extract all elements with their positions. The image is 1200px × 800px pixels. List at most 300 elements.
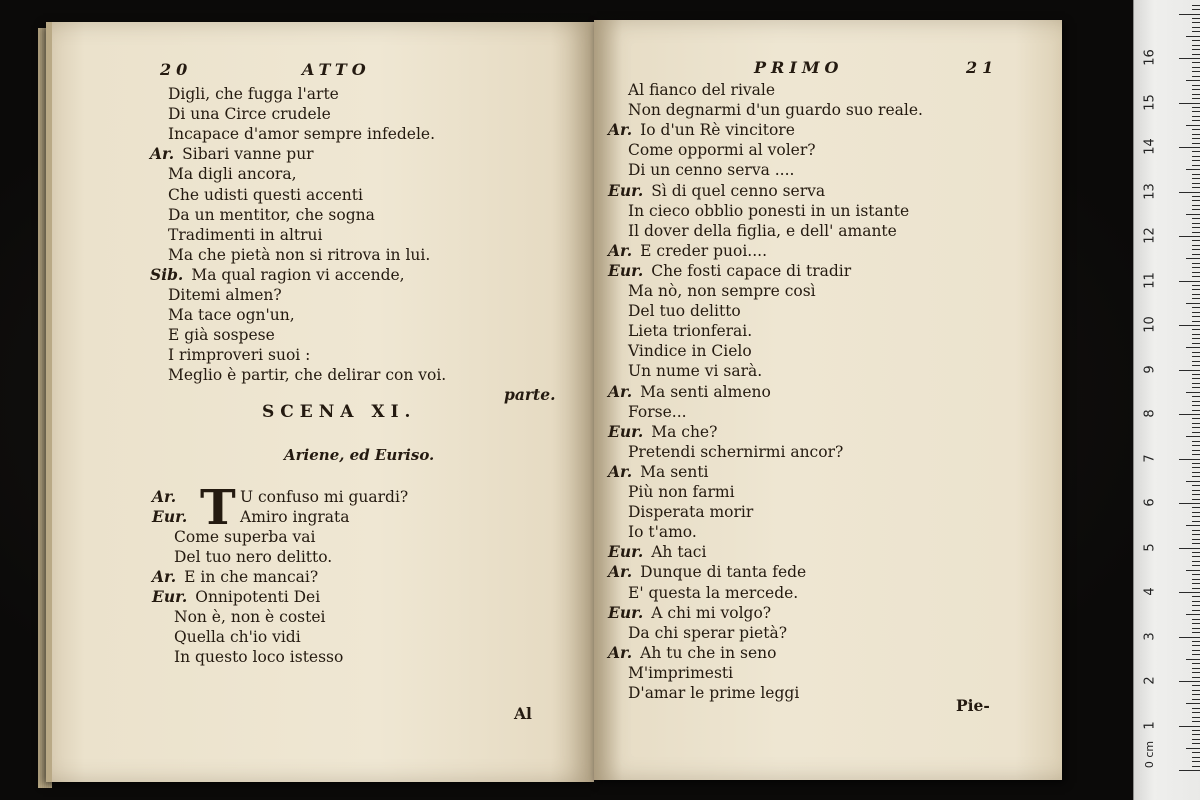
verse-line xyxy=(608,241,767,261)
verse-line xyxy=(628,663,733,683)
verse-line xyxy=(150,265,405,285)
ruler-tick xyxy=(1192,31,1200,32)
verse-line xyxy=(628,482,735,502)
verse-text: Ma tace ogn'un, xyxy=(168,306,295,325)
verse-text: Tradimenti in altrui xyxy=(168,225,323,244)
verse-line xyxy=(168,285,282,305)
verse-line xyxy=(168,124,435,144)
verse-line xyxy=(628,442,843,462)
verse-text: Io d'un Rè vincitore xyxy=(640,121,795,140)
verse-text: Vindice in Cielo xyxy=(628,342,752,361)
ruler-tick xyxy=(1192,494,1200,495)
speaker-label: Eur. xyxy=(608,180,644,200)
ruler-tick xyxy=(1192,685,1200,686)
ruler-tick xyxy=(1192,463,1200,464)
speaker-label: Eur. xyxy=(608,542,644,562)
verse-text: Ah taci xyxy=(651,543,707,562)
ruler-tick xyxy=(1192,245,1200,246)
ruler-tick xyxy=(1192,9,1200,10)
ruler-number: 3 xyxy=(1142,631,1158,641)
ruler-tick xyxy=(1192,218,1200,219)
ruler-tick xyxy=(1192,387,1200,388)
left-running-head: ATTO xyxy=(302,60,371,79)
verse-text: Sì di quel cenno serva xyxy=(651,181,826,200)
verse-line xyxy=(168,325,275,345)
ruler-tick xyxy=(1192,143,1200,144)
ruler-tick xyxy=(1192,71,1200,72)
verse-line xyxy=(628,80,775,100)
right-catchword: Pie- xyxy=(956,696,990,715)
ruler-tick xyxy=(1192,677,1200,678)
ruler-tick xyxy=(1192,579,1200,580)
ruler-tick xyxy=(1192,401,1200,402)
ruler-tick xyxy=(1186,703,1200,704)
ruler-tick xyxy=(1192,160,1200,161)
ruler-tick xyxy=(1192,116,1200,117)
ruler-tick xyxy=(1179,370,1200,371)
verse-text: Più non farmi xyxy=(628,483,735,501)
verse-text: Da chi sperar pietà? xyxy=(628,623,788,642)
ruler-tick xyxy=(1192,476,1200,477)
verse-text: Il dover della figlia, e dell' amante xyxy=(628,221,897,240)
ruler-tick xyxy=(1192,739,1200,740)
left-page-number: 20 xyxy=(160,60,193,79)
verse-line xyxy=(628,321,752,341)
verse-line xyxy=(628,221,897,241)
verse-text: Da un mentitor, che sogna xyxy=(168,205,375,224)
ruler-tick xyxy=(1192,205,1200,206)
ruler-tick xyxy=(1179,770,1200,771)
ruler-number: 8 xyxy=(1142,409,1158,418)
ruler-tick xyxy=(1192,410,1200,411)
scene-verse-line xyxy=(152,487,408,507)
scene-verse-line xyxy=(152,507,350,527)
verse-line xyxy=(628,361,762,381)
ruler-tick xyxy=(1179,548,1200,549)
verse-line xyxy=(168,345,310,365)
verse-line xyxy=(628,683,799,703)
verse-line xyxy=(628,623,787,643)
ruler-tick xyxy=(1192,552,1200,553)
ruler-tick xyxy=(1192,40,1200,41)
ruler-tick xyxy=(1192,712,1200,713)
ruler-tick xyxy=(1186,36,1200,37)
verse-line xyxy=(168,104,331,124)
right-page xyxy=(594,20,1062,780)
verse-text: Digli, che fugga l'arte xyxy=(168,85,339,103)
scene-verse-line xyxy=(152,587,320,607)
ruler-tick xyxy=(1192,307,1200,308)
ruler-tick xyxy=(1192,343,1200,344)
ruler-tick xyxy=(1192,588,1200,589)
ruler-tick xyxy=(1186,525,1200,526)
ruler-tick xyxy=(1192,734,1200,735)
ruler-tick xyxy=(1192,761,1200,762)
verse-text: Lieta trionferai. xyxy=(628,322,753,341)
ruler-tick xyxy=(1192,183,1200,184)
ruler-tick xyxy=(1192,120,1200,121)
verse-text: Al fianco del rivale xyxy=(628,81,776,99)
verse-line xyxy=(608,643,777,663)
ruler-tick xyxy=(1192,454,1200,455)
ruler-tick xyxy=(1192,298,1200,299)
ruler-tick xyxy=(1192,619,1200,620)
verse-text: Incapace d'amor sempre infedele. xyxy=(168,125,436,144)
verse-text: D'amar le prime leggi xyxy=(628,684,800,702)
verse-text: In questo loco istesso xyxy=(174,648,344,666)
speaker-label: Ar. xyxy=(608,642,633,662)
scene-persons: Ariene, ed Euriso. xyxy=(284,446,435,464)
speaker-label: Ar. xyxy=(608,562,633,582)
verse-line xyxy=(608,120,795,140)
ruler-tick xyxy=(1192,267,1200,268)
ruler-tick xyxy=(1192,329,1200,330)
verse-line xyxy=(628,502,753,522)
ruler-tick xyxy=(1192,645,1200,646)
ruler-tick xyxy=(1192,18,1200,19)
verse-text: Meglio è partir, che delirar con voi. xyxy=(168,366,447,385)
ruler-tick xyxy=(1192,334,1200,335)
ruler-tick xyxy=(1192,272,1200,273)
verse-text: A chi mi volgo? xyxy=(651,603,772,622)
ruler-tick xyxy=(1192,730,1200,731)
ruler-tick xyxy=(1192,134,1200,135)
verse-text: I rimproveri suoi : xyxy=(168,346,311,365)
ruler-tick xyxy=(1192,94,1200,95)
ruler-tick xyxy=(1192,654,1200,655)
ruler-tick xyxy=(1192,467,1200,468)
verse-line xyxy=(168,185,363,205)
ruler-tick xyxy=(1179,236,1200,237)
verse-text: E' questa la mercede. xyxy=(628,583,799,602)
ruler-tick xyxy=(1179,58,1200,59)
ruler-tick xyxy=(1192,512,1200,513)
ruler-tick xyxy=(1192,374,1200,375)
ruler-tick xyxy=(1192,561,1200,562)
ruler-tick xyxy=(1192,352,1200,353)
verse-text: Del tuo nero delitto. xyxy=(174,548,333,566)
ruler-number: 5 xyxy=(1142,542,1158,552)
ruler-tick xyxy=(1192,187,1200,188)
verse-text: Pretendi schernirmi ancor? xyxy=(628,442,844,461)
ruler-tick xyxy=(1179,637,1200,638)
ruler-tick xyxy=(1192,543,1200,544)
ruler-tick xyxy=(1192,699,1200,700)
ruler-tick xyxy=(1192,708,1200,709)
verse-text: Ma senti almeno xyxy=(640,382,771,401)
ruler-number: 10 xyxy=(1142,316,1158,333)
verse-line xyxy=(628,201,909,221)
ruler-tick xyxy=(1192,383,1200,384)
ruler-tick xyxy=(1192,49,1200,50)
ruler-tick xyxy=(1192,321,1200,322)
ruler-number: 7 xyxy=(1142,453,1158,463)
ruler-tick xyxy=(1192,521,1200,522)
ruler-tick xyxy=(1192,22,1200,23)
verse-text: Ma digli ancora, xyxy=(168,165,297,184)
verse-line xyxy=(628,402,687,422)
ruler-number: 4 xyxy=(1142,587,1158,596)
verse-text: Io t'amo. xyxy=(628,523,697,542)
ruler-tick xyxy=(1192,507,1200,508)
ruler-tick xyxy=(1192,312,1200,313)
verse-text: Di un cenno serva .... xyxy=(628,161,795,180)
verse-line xyxy=(168,245,430,265)
ruler-tick xyxy=(1192,196,1200,197)
ruler-tick xyxy=(1179,147,1200,148)
ruler-tick xyxy=(1192,240,1200,241)
verse-line xyxy=(628,341,752,361)
ruler-tick xyxy=(1192,690,1200,691)
ruler-tick xyxy=(1186,748,1200,749)
speaker-label: Eur. xyxy=(608,421,644,441)
ruler-tick xyxy=(1192,405,1200,406)
verse-text: E creder puoi.... xyxy=(640,241,768,260)
ruler-tick xyxy=(1192,641,1200,642)
verse-text: Di una Circe crudele xyxy=(168,105,331,124)
ruler-tick xyxy=(1192,574,1200,575)
ruler-tick xyxy=(1186,125,1200,126)
verse-text: Ma nò, non sempre così xyxy=(628,282,816,300)
verse-text: Ah tu che in seno xyxy=(640,643,777,662)
verse-text: Forse... xyxy=(628,402,687,421)
ruler-tick xyxy=(1192,263,1200,264)
speaker-label: Ar. xyxy=(608,381,633,401)
ruler-tick xyxy=(1192,89,1200,90)
exit-direction: parte. xyxy=(504,385,556,404)
ruler-tick xyxy=(1192,530,1200,531)
verse-line xyxy=(628,301,741,321)
ruler-tick xyxy=(1192,254,1200,255)
scene-title: SCENA XI. xyxy=(262,402,417,422)
verse-line xyxy=(168,164,297,184)
ruler-tick xyxy=(1179,192,1200,193)
verse-text: Che fosti capace di tradir xyxy=(651,261,852,280)
measuring-ruler xyxy=(1133,0,1200,800)
ruler-tick xyxy=(1192,757,1200,758)
ruler-tick xyxy=(1192,632,1200,633)
ruler-tick xyxy=(1192,209,1200,210)
ruler-tick xyxy=(1179,592,1200,593)
open-book xyxy=(38,18,1068,788)
ruler-tick xyxy=(1186,659,1200,660)
ruler-tick xyxy=(1192,165,1200,166)
ruler-tick xyxy=(1192,432,1200,433)
ruler-tick xyxy=(1192,200,1200,201)
ruler-unit-label: 0 cm xyxy=(1143,740,1157,769)
ruler-tick xyxy=(1192,361,1200,362)
verse-line xyxy=(628,100,923,120)
ruler-tick xyxy=(1192,5,1200,6)
ruler-tick xyxy=(1192,499,1200,500)
verse-line xyxy=(608,462,709,482)
ruler-number: 6 xyxy=(1142,498,1158,507)
ruler-number: 16 xyxy=(1142,49,1158,66)
verse-text: Sibari vanne pur xyxy=(182,145,314,164)
verse-text: Ma che pietà non si ritrova in lui. xyxy=(168,245,431,264)
ruler-tick xyxy=(1192,356,1200,357)
verse-text: U confuso mi guardi? xyxy=(240,488,409,506)
verse-text: Ditemi almen? xyxy=(168,286,282,304)
verse-text: Dunque di tanta fede xyxy=(640,563,807,582)
speaker-label: Eur. xyxy=(152,587,188,606)
ruler-tick xyxy=(1192,27,1200,28)
verse-line xyxy=(608,181,825,201)
ruler-tick xyxy=(1179,281,1200,282)
ruler-tick xyxy=(1192,423,1200,424)
ruler-tick xyxy=(1192,378,1200,379)
verse-line xyxy=(168,305,295,325)
verse-line xyxy=(608,382,771,402)
speaker-label: Eur. xyxy=(152,507,188,526)
verse-line xyxy=(608,261,851,281)
ruler-tick xyxy=(1192,605,1200,606)
verse-text: Ma che? xyxy=(651,422,718,441)
left-catchword: Al xyxy=(514,704,532,723)
ruler-number: 2 xyxy=(1142,676,1158,685)
verse-text: Disperata morir xyxy=(628,503,754,522)
verse-text: Ma qual ragion vi accende, xyxy=(191,265,405,284)
ruler-tick xyxy=(1192,445,1200,446)
speaker-label: Ar. xyxy=(608,120,633,140)
right-page-number: 21 xyxy=(966,58,999,77)
ruler-tick xyxy=(1192,54,1200,55)
ruler-tick xyxy=(1192,766,1200,767)
ruler-tick xyxy=(1192,752,1200,753)
ruler-tick xyxy=(1192,76,1200,77)
ruler-tick xyxy=(1192,249,1200,250)
ruler-tick xyxy=(1192,232,1200,233)
verse-line xyxy=(608,422,717,442)
ruler-number: 15 xyxy=(1142,93,1158,111)
ruler-tick xyxy=(1192,694,1200,695)
verse-line xyxy=(168,225,322,245)
scene-verse-line xyxy=(174,527,315,547)
ruler-tick xyxy=(1192,717,1200,718)
verse-text: Un nume vi sarà. xyxy=(628,362,763,381)
ruler-tick xyxy=(1179,14,1200,15)
ruler-tick xyxy=(1186,169,1200,170)
scene-verse-line xyxy=(174,647,343,667)
ruler-tick xyxy=(1192,111,1200,112)
verse-line xyxy=(628,160,794,180)
verse-text: Come superba vai xyxy=(174,528,316,546)
ruler-tick xyxy=(1192,490,1200,491)
verse-line xyxy=(628,140,816,160)
ruler-number: 13 xyxy=(1142,182,1158,200)
ruler-tick xyxy=(1192,67,1200,68)
ruler-tick xyxy=(1186,481,1200,482)
ruler-tick xyxy=(1179,325,1200,326)
ruler-tick xyxy=(1192,472,1200,473)
ruler-tick xyxy=(1186,570,1200,571)
ruler-tick xyxy=(1192,294,1200,295)
verse-line xyxy=(168,205,375,225)
ruler-tick xyxy=(1192,743,1200,744)
ruler-tick xyxy=(1186,303,1200,304)
ruler-tick xyxy=(1192,151,1200,152)
verse-text: Amiro ingrata xyxy=(240,508,350,526)
ruler-tick xyxy=(1192,663,1200,664)
verse-line xyxy=(628,281,816,301)
ruler-tick xyxy=(1192,565,1200,566)
ruler-tick xyxy=(1192,227,1200,228)
verse-line xyxy=(608,562,806,582)
scene-verse-line xyxy=(174,607,325,627)
ruler-tick xyxy=(1192,85,1200,86)
verse-text: Ma senti xyxy=(640,462,709,481)
ruler-tick xyxy=(1192,427,1200,428)
ruler-number: 14 xyxy=(1142,138,1158,155)
speaker-label: Ar. xyxy=(608,461,633,481)
ruler-tick xyxy=(1192,174,1200,175)
speaker-label: Ar. xyxy=(152,567,177,586)
ruler-number: 1 xyxy=(1142,720,1158,730)
ruler-tick xyxy=(1186,80,1200,81)
ruler-tick xyxy=(1192,539,1200,540)
verse-text: Non è, non è costei xyxy=(174,608,326,626)
verse-text: Non degnarmi d'un guardo suo reale. xyxy=(628,101,923,120)
verse-text: In cieco obblio ponesti in un istante xyxy=(628,201,910,220)
ruler-tick xyxy=(1192,672,1200,673)
verse-text: M'imprimesti xyxy=(628,663,734,682)
ruler-tick xyxy=(1179,459,1200,460)
verse-text: Che udisti questi accenti xyxy=(168,185,363,204)
speaker-label: Eur. xyxy=(608,260,644,280)
ruler-tick xyxy=(1179,414,1200,415)
ruler-tick xyxy=(1186,436,1200,437)
ruler-tick xyxy=(1192,289,1200,290)
ruler-tick xyxy=(1192,610,1200,611)
verse-line xyxy=(608,542,706,562)
ruler-tick xyxy=(1192,98,1200,99)
ruler-tick xyxy=(1179,726,1200,727)
left-page xyxy=(46,22,594,782)
verse-text: Onnipotenti Dei xyxy=(195,588,321,606)
verse-line xyxy=(150,144,314,164)
ruler-tick xyxy=(1192,450,1200,451)
verse-text: E già sospese xyxy=(168,326,275,345)
ruler-tick xyxy=(1192,601,1200,602)
ruler-tick xyxy=(1192,365,1200,366)
ruler-tick xyxy=(1186,392,1200,393)
ruler-tick xyxy=(1192,156,1200,157)
ruler-tick xyxy=(1192,650,1200,651)
speaker-label: Sib. xyxy=(150,264,184,284)
ruler-tick xyxy=(1186,614,1200,615)
ruler-tick xyxy=(1192,516,1200,517)
ruler-tick xyxy=(1192,276,1200,277)
speaker-label: Ar. xyxy=(150,144,175,164)
verse-text: Quella ch'io vidi xyxy=(174,628,301,646)
ruler-tick xyxy=(1192,556,1200,557)
ruler-tick xyxy=(1192,418,1200,419)
ruler-tick xyxy=(1192,441,1200,442)
ruler-tick xyxy=(1192,178,1200,179)
ruler-tick xyxy=(1192,628,1200,629)
ruler-number: 11 xyxy=(1142,271,1158,289)
speaker-label: Eur. xyxy=(608,602,644,622)
verse-text: Del tuo delitto xyxy=(628,302,741,321)
ruler-number: 9 xyxy=(1142,364,1158,374)
ruler-tick xyxy=(1192,107,1200,108)
scene-verse-line xyxy=(174,547,332,567)
verse-line xyxy=(608,603,771,623)
ruler-tick xyxy=(1192,62,1200,63)
ruler-tick xyxy=(1192,223,1200,224)
speaker-label: Ar. xyxy=(152,487,177,506)
ruler-tick xyxy=(1186,214,1200,215)
